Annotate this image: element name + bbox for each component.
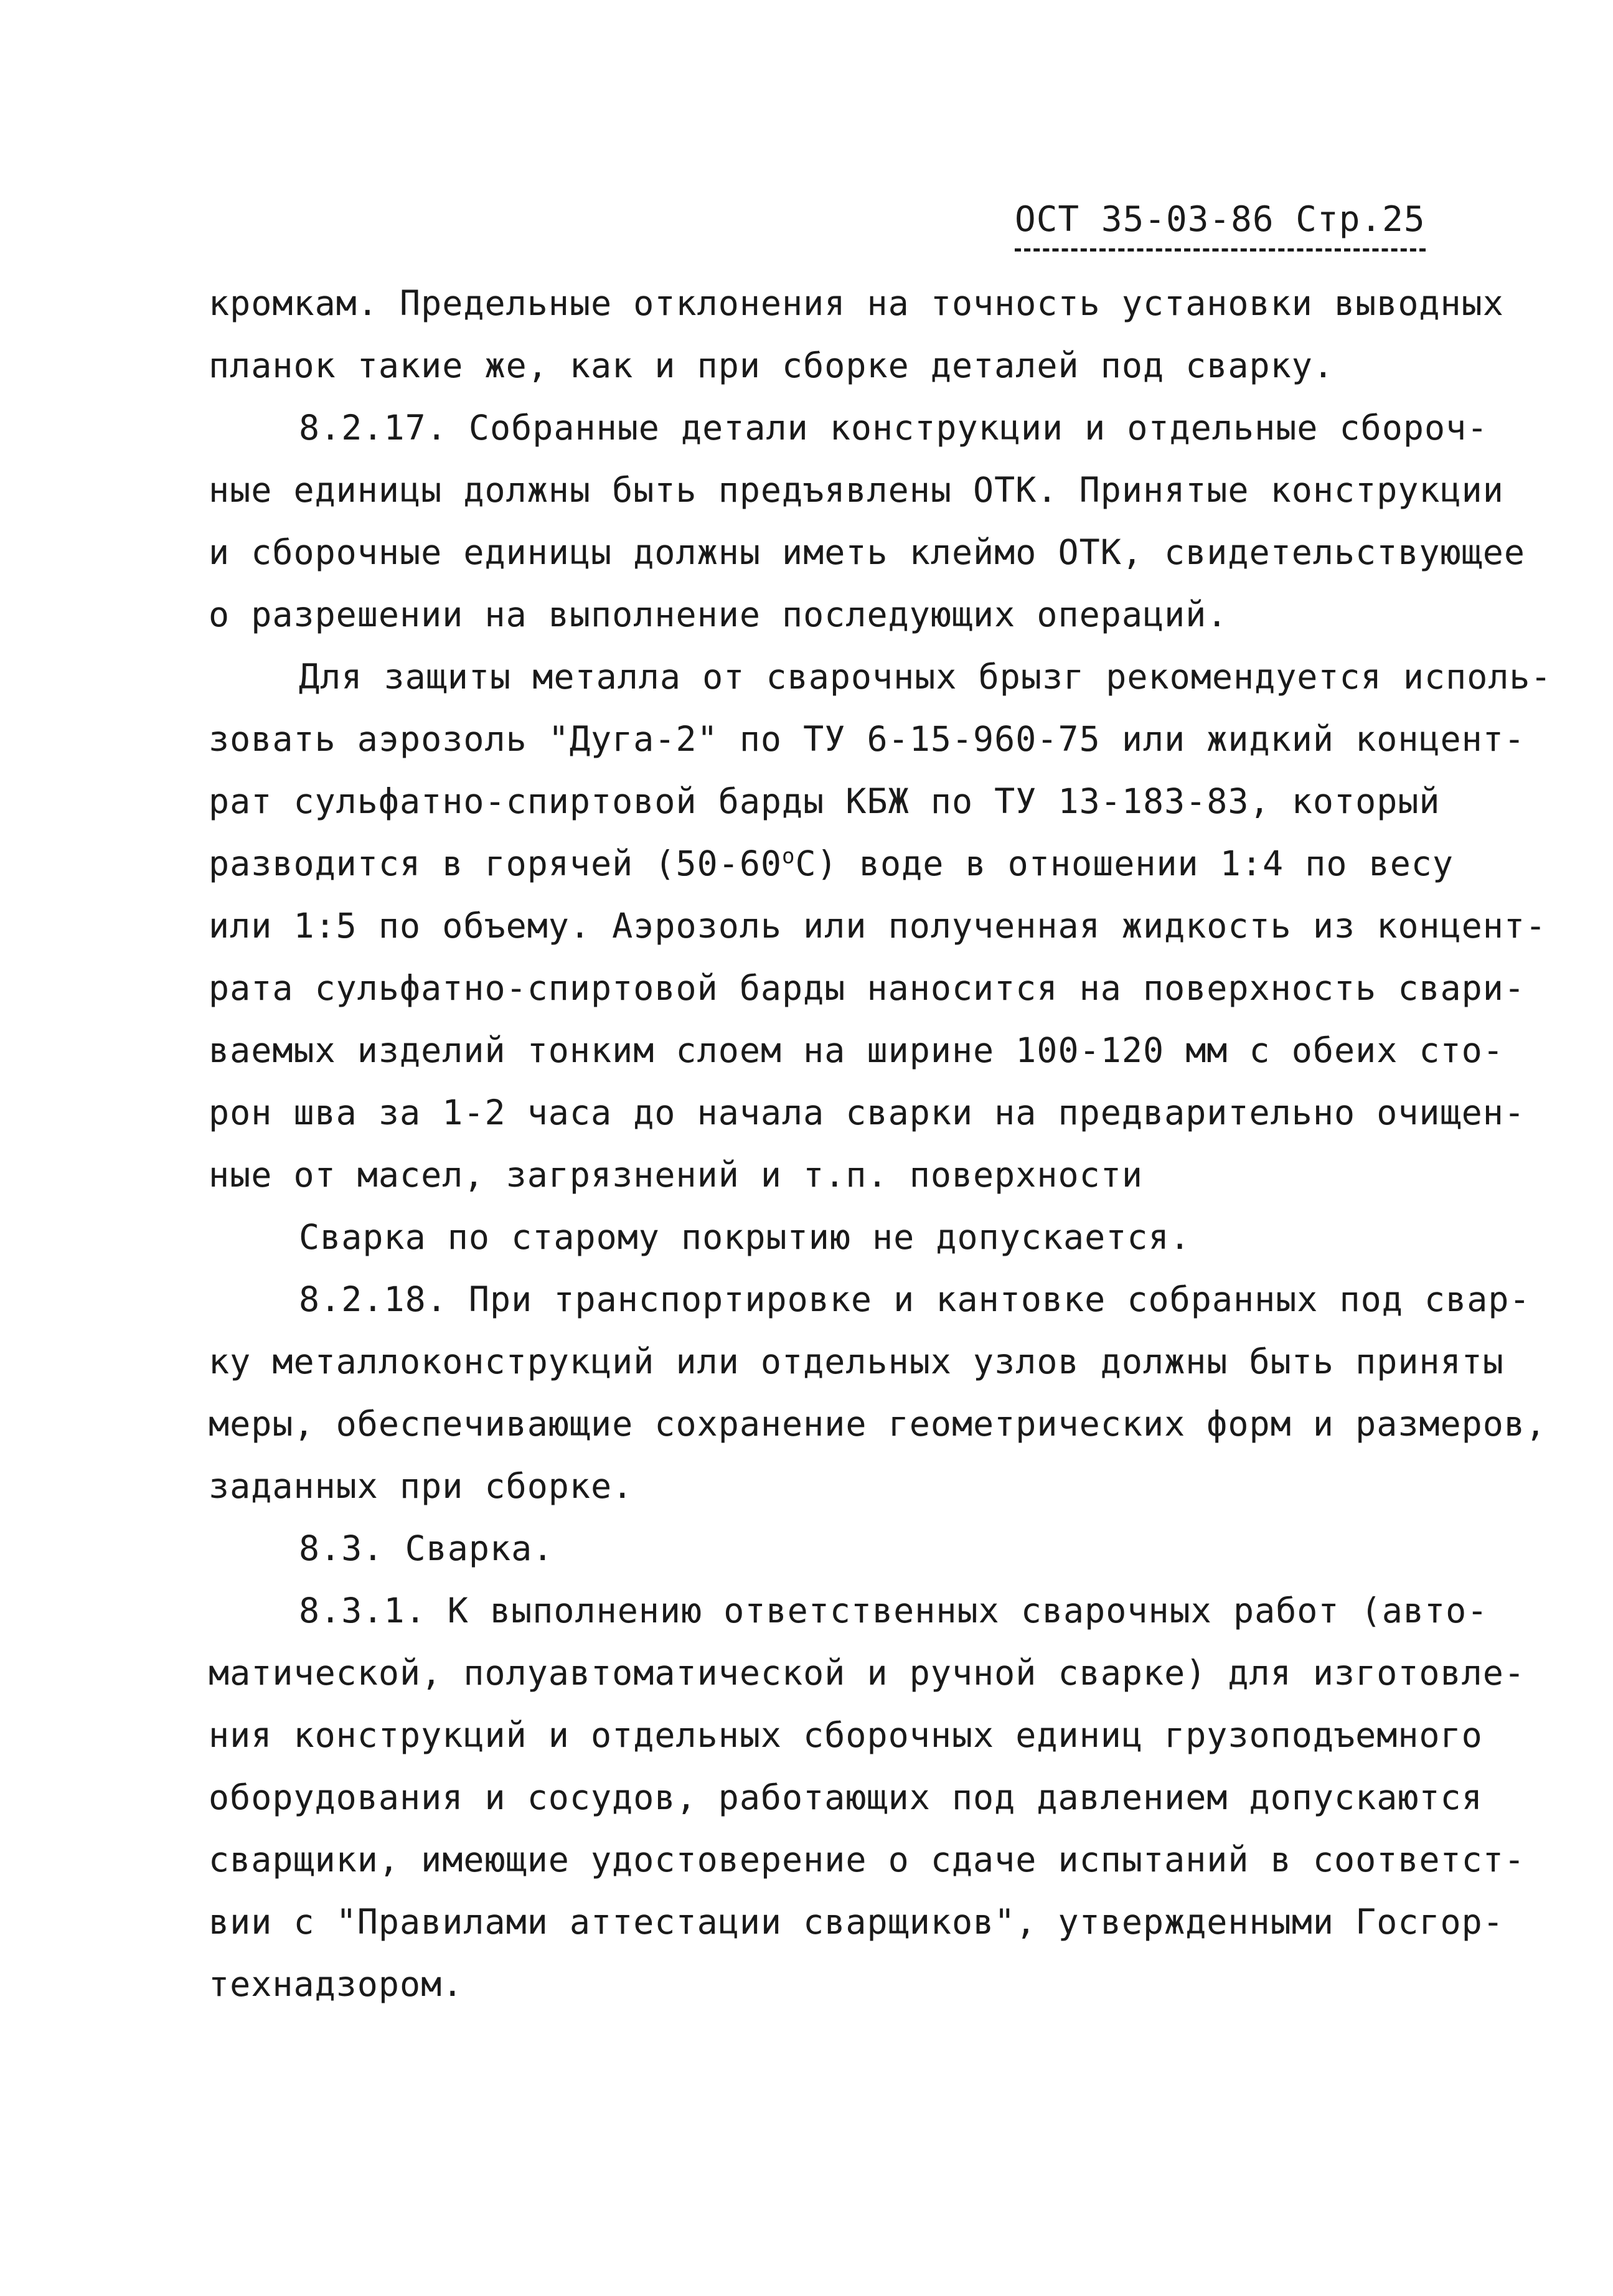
text-line: кромкам. Предельные отклонения на точность установки выводных bbox=[209, 283, 1504, 323]
text-line: ные от масел, загрязнений и т.п. поверхности bbox=[209, 1155, 1143, 1195]
text-line: сварщики, имеющие удостоверение о сдаче испытаний в соответст- bbox=[209, 1840, 1525, 1880]
text-line: меры, обеспечивающие сохранение геометрических форм и размеров, bbox=[209, 1404, 1547, 1444]
text-line: зовать аэрозоль "Дуга-2" по ТУ 6-15-960-75 или жидкий концент- bbox=[209, 719, 1525, 759]
text-line: вии с "Правилами аттестации сварщиков", утвержденными Госгор- bbox=[209, 1902, 1504, 1942]
paragraph-8-2-18: 8.2.18. При транспортировке и кантовке собранных под свар- bbox=[299, 1279, 1531, 1319]
text-line: разводится в горячей (50-60$^o$C) воде в отношении 1:4 по весу bbox=[209, 844, 1454, 883]
text-line: заданных при сборке. bbox=[209, 1466, 634, 1506]
text-line: или 1:5 по объему. Аэрозоль или полученная жидкость из концент- bbox=[209, 906, 1547, 946]
text-line: рат сульфатно-спиртовой барды КБЖ по ТУ 13-183-83, который bbox=[209, 781, 1441, 821]
text-line: рата сульфатно-спиртовой барды наносится на поверхность свари- bbox=[209, 968, 1525, 1008]
text-line: рон шва за 1-2 часа до начала сварки на предварительно очищен- bbox=[209, 1093, 1525, 1132]
text-line: ные единицы должны быть предъявлены ОТК. Принятые конструкции bbox=[209, 470, 1504, 510]
text-line: технадзором. bbox=[209, 1964, 464, 2004]
text-line: матической, полуавтоматической и ручной сварке) для изготовле- bbox=[209, 1653, 1525, 1693]
paragraph-8-2-17: 8.2.17. Собранные детали конструкции и отдельные сбороч- bbox=[299, 408, 1488, 448]
text-line: Для защиты металла от сварочных брызг рекомендуется исполь- bbox=[299, 657, 1552, 697]
text-line: планок такие же, как и при сборке деталей под сварку. bbox=[209, 346, 1334, 385]
text-line: ваемых изделий тонким слоем на ширине 100-120 мм с обеих сто- bbox=[209, 1030, 1504, 1070]
text-line: оборудования и сосудов, работающих под давлением допускаются bbox=[209, 1777, 1483, 1817]
text-line: ку металлоконструкций или отдельных узлов должны быть приняты bbox=[209, 1342, 1504, 1381]
degree-sign: o bbox=[782, 844, 796, 869]
text-line: о разрешении на выполнение последующих операций. bbox=[209, 595, 1228, 634]
text-line: ния конструкций и отдельных сборочных единиц грузоподъемного bbox=[209, 1715, 1483, 1755]
page-header: ОСТ 35-03-86 Стр.25 bbox=[1015, 199, 1426, 252]
text-line: Сварка по старому покрытию не допускается. bbox=[299, 1217, 1191, 1257]
text-line: и сборочные единицы должны иметь клеймо ОТК, свидетельствующее bbox=[209, 532, 1525, 572]
section-heading: 8.3. Сварка. bbox=[299, 1528, 554, 1568]
paragraph-8-3-1: 8.3.1. К выполнению ответственных сварочных работ (авто- bbox=[299, 1591, 1488, 1630]
